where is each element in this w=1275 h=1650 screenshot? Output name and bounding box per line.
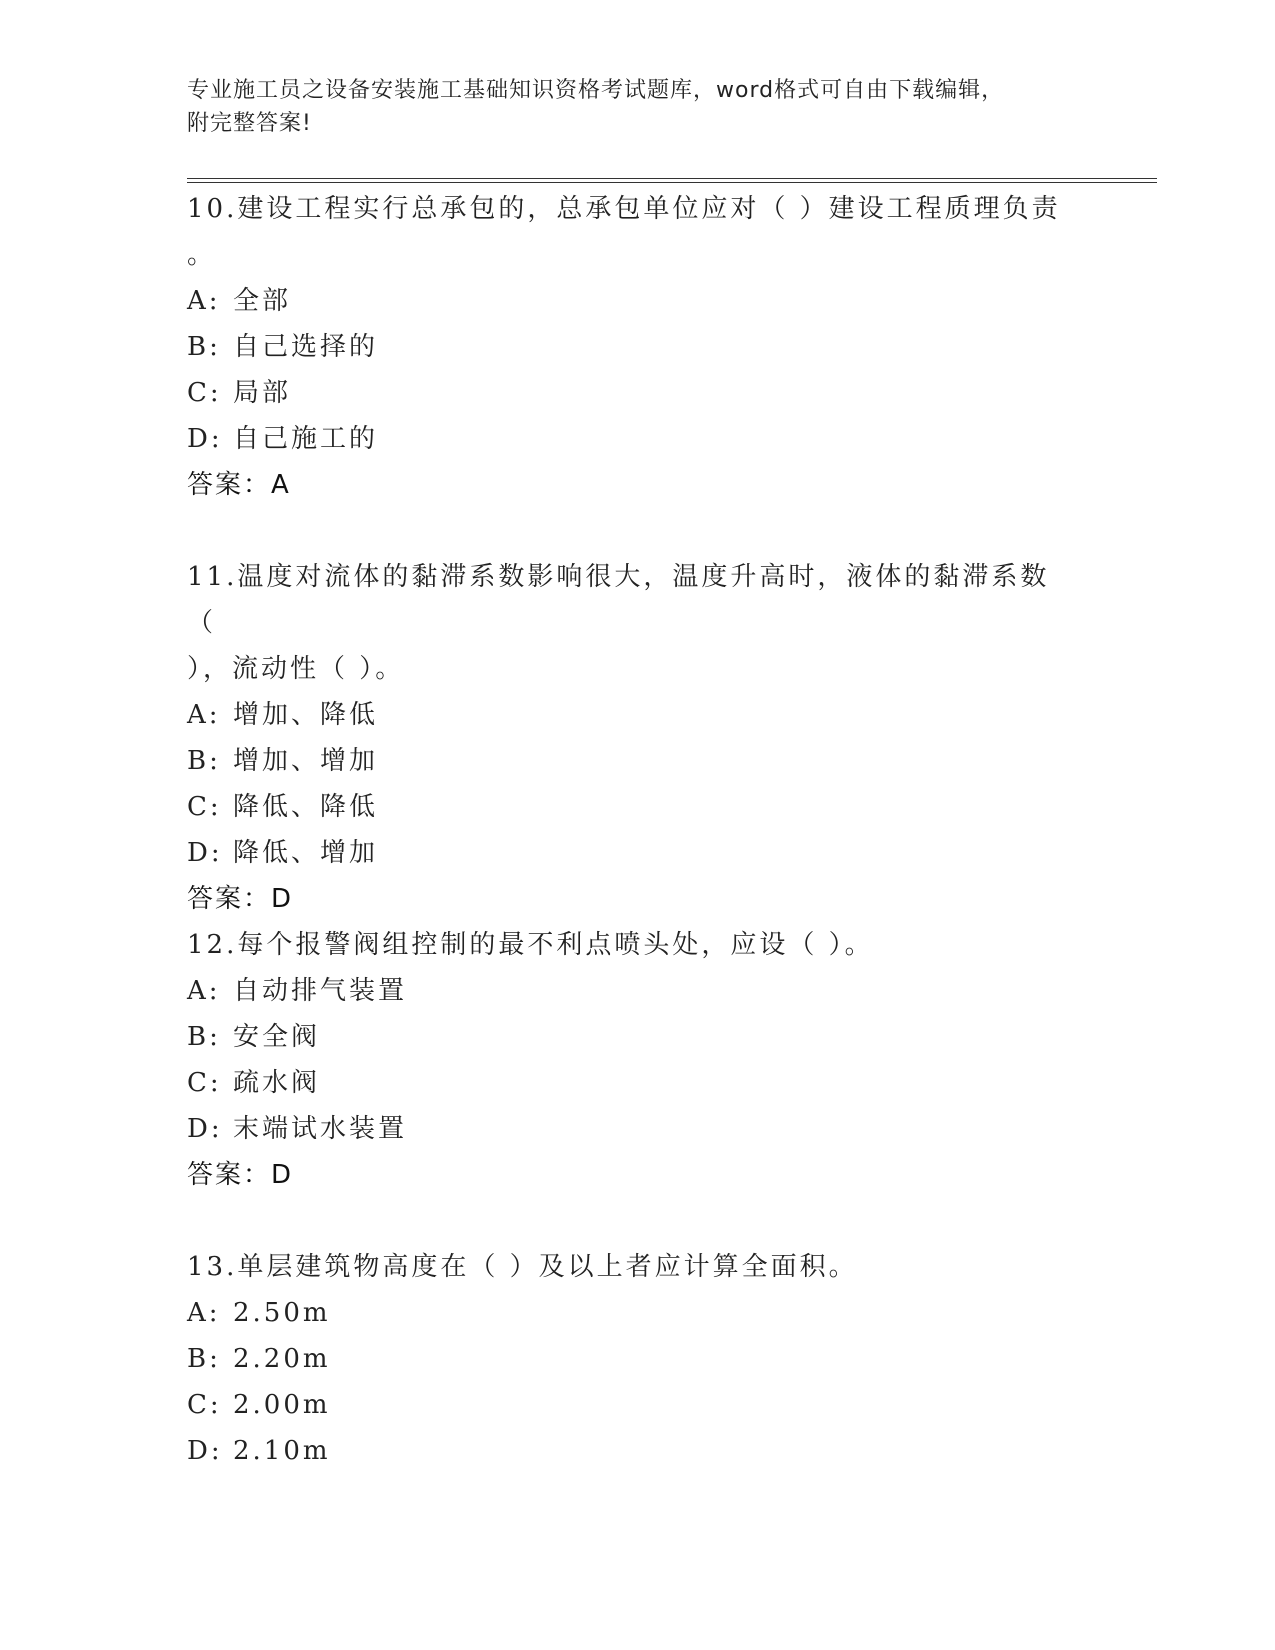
option-d (187, 1428, 1067, 1474)
option-letter: B: (187, 332, 221, 362)
option-text: 增加、降低 (233, 700, 379, 730)
option-text: 自动排气装置 (233, 976, 408, 1006)
option-letter: C: (187, 792, 222, 822)
option-text: 安全阀 (233, 1022, 321, 1052)
option-c (187, 1060, 1067, 1106)
option-text: 自己选择的 (233, 332, 379, 362)
question-12 (187, 922, 1067, 1198)
option-text: 2.00m (233, 1390, 331, 1420)
header-line-1: 专业施工员之设备安装施工基础知识资格考试题库，word格式可自由下载编辑， (187, 78, 1005, 103)
question-stem-continued: ），流动性（ ）。 (187, 654, 405, 684)
header-line-2: 附完整答案! (187, 111, 312, 136)
option-letter: D: (187, 838, 223, 868)
question-stem: 10.建设工程实行总承包的，总承包单位应对（ ）建设工程质理负责 (187, 194, 1061, 224)
option-b (187, 324, 1067, 370)
question-stem-continued: 。 (187, 240, 217, 270)
option-b (187, 1014, 1067, 1060)
option-d (187, 830, 1067, 876)
option-letter: A: (187, 1298, 221, 1328)
option-d (187, 1106, 1067, 1152)
option-letter: D: (187, 1436, 223, 1466)
option-c (187, 1382, 1067, 1428)
option-text: 末端试水装置 (233, 1114, 408, 1144)
question-10 (187, 186, 1067, 508)
question-13 (187, 1244, 1067, 1474)
answer-label: 答案：D (187, 884, 294, 914)
option-text: 局部 (233, 378, 292, 408)
option-letter: A: (187, 700, 221, 730)
option-text: 2.10m (233, 1436, 331, 1466)
option-a (187, 968, 1067, 1014)
option-d (187, 416, 1067, 462)
option-letter: C: (187, 1068, 222, 1098)
option-text: 全部 (233, 286, 292, 316)
option-b (187, 738, 1067, 784)
question-stem: 13.单层建筑物高度在（ ）及以上者应计算全面积。 (187, 1252, 858, 1282)
option-text: 降低、增加 (233, 838, 379, 868)
answer-label: 答案：D (187, 1160, 294, 1190)
option-text: 2.20m (233, 1344, 331, 1374)
option-text: 降低、降低 (233, 792, 379, 822)
document-header (187, 74, 1067, 140)
option-c (187, 370, 1067, 416)
option-text: 自己施工的 (233, 424, 379, 454)
option-letter: D: (187, 1114, 223, 1144)
option-letter: C: (187, 378, 222, 408)
option-letter: B: (187, 746, 221, 776)
option-text: 2.50m (233, 1298, 331, 1328)
header-divider (187, 178, 1157, 183)
option-letter: B: (187, 1344, 221, 1374)
option-letter: C: (187, 1390, 222, 1420)
option-letter: B: (187, 1022, 221, 1052)
option-c (187, 784, 1067, 830)
option-text: 增加、增加 (233, 746, 379, 776)
question-stem: 12.每个报警阀组控制的最不利点喷头处，应设（ ）。 (187, 930, 874, 960)
option-text: 疏水阀 (233, 1068, 321, 1098)
question-stem: 11.温度对流体的黏滞系数影响很大，温度升高时，液体的黏滞系数（ (187, 562, 1050, 638)
option-a (187, 1290, 1067, 1336)
option-letter: D: (187, 424, 223, 454)
option-a (187, 692, 1067, 738)
option-a (187, 278, 1067, 324)
answer-label: 答案：A (187, 470, 291, 500)
option-letter: A: (187, 286, 221, 316)
question-11 (187, 554, 1067, 922)
option-b (187, 1336, 1067, 1382)
option-letter: A: (187, 976, 221, 1006)
